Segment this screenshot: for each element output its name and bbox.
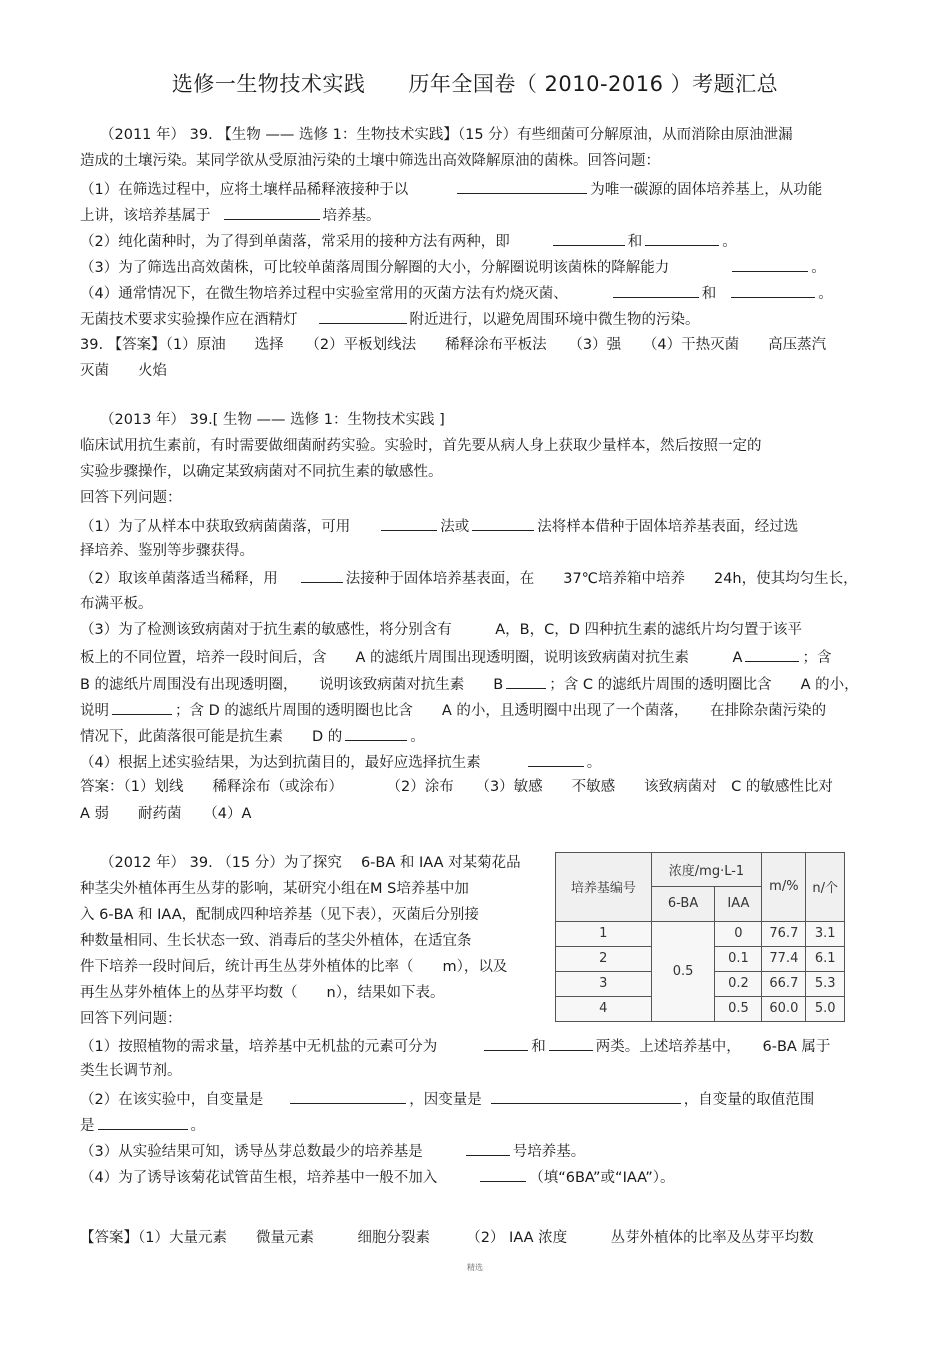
q2013-q1-or: 法或	[440, 519, 470, 535]
q2012-line-3: 入 6-BA 和 IAA，配制成四种培养基（见下表），灭菌后分别接	[80, 907, 479, 923]
cell-m: 66.7	[762, 971, 806, 996]
col-header-id: 培养基编号	[556, 853, 652, 922]
answer-blank[interactable]	[731, 282, 815, 298]
q2011-q4-text: （4）通常情况下，在微生物培养过程中实验室常用的灭菌方法有灼烧灭菌、	[80, 286, 568, 302]
q2011-q1-text-b: 为唯一碳源的固体培养基上，从功能	[590, 182, 823, 198]
q2011-q4-text-c: 附近进行，以避免周围环境中微生物的污染。	[409, 312, 700, 328]
answer-blank[interactable]	[290, 1088, 406, 1104]
q2013-line-9: （3）为了检测该致病菌对于抗生素的敏感性，将分别含有 A，B，C，D 四种抗生素的滤纸片均匀置于该平	[80, 622, 802, 638]
q2011-line-6	[80, 256, 826, 278]
q2012-line-13	[80, 1166, 675, 1188]
answer-blank[interactable]	[484, 1035, 528, 1051]
answer-blank[interactable]	[645, 230, 719, 246]
answer-blank[interactable]	[732, 256, 808, 272]
cell-n: 5.0	[806, 996, 845, 1021]
q2013-q3-text-e: 说明	[80, 703, 109, 719]
q2011-q1-text-d: 培养基。	[322, 208, 381, 224]
table-row	[556, 921, 845, 946]
q2012-q3-text-b: 号培养基。	[512, 1144, 586, 1160]
q2011-q1-text: （1）在筛选过程中，应将土壤样品稀释液接种于以	[80, 182, 409, 198]
answer-blank[interactable]	[472, 515, 534, 531]
q2013-line-2: 临床试用抗生素前，有时需要做细菌耐药实验。实验时，首先要从病人身上获取少量样本，然后按照一定的	[80, 438, 762, 454]
cell-m: 77.4	[762, 946, 806, 971]
q2011-line-8	[80, 308, 700, 330]
q2013-line-1: （2013 年） 39.[ 生物 —— 选修 1：生物技术实践 ]	[100, 412, 445, 428]
q2011-line-2: 造成的土壤污染。某同学欲从受原油污染的土壤中筛选出高效降解原油的菌株。回答问题：	[80, 153, 660, 169]
q2013-line-3: 实验步骤操作，以确定某致病菌对不同抗生素的敏感性。	[80, 464, 443, 480]
q2012-q2-end: 。	[190, 1118, 205, 1134]
cell-n: 6.1	[806, 946, 845, 971]
q2011-line-7	[80, 282, 833, 304]
results-table	[555, 852, 845, 1022]
cell-iaa: 0.2	[715, 971, 762, 996]
q2013-q4-end: 。	[586, 755, 602, 771]
q2011-q1-text-c: 上讲，该培养基属于	[80, 208, 211, 224]
q2012-q1-text-b: 两类。上述培养基中， 6-BA 属于	[595, 1039, 831, 1055]
q2011-line-1: （2011 年） 39. 【生物 —— 选修 1：生物技术实践】（15 分）有些细菌可分解原油，从而消除由原油泄漏	[100, 127, 793, 143]
q2013-line-11	[80, 673, 859, 695]
q2011-q2-end: 。	[722, 234, 737, 250]
q2013-q3-text: 板上的不同位置，培养一段时间后，含 A 的滤纸片周围出现透明圈，说明该致病菌对抗生素 A	[80, 650, 743, 666]
q2012-q4-text-b: （填“6BA”或“IAA”）。	[529, 1170, 675, 1186]
answer-blank[interactable]	[381, 515, 437, 531]
page-title: 选修一生物技术实践 历年全国卷（ 2010-2016 ）考题汇总	[171, 72, 779, 96]
q2013-line-10	[80, 646, 831, 668]
q2012-line-9: 类生长调节剂。	[80, 1063, 182, 1079]
q2012-q2-text-b: ，因变量是	[409, 1092, 482, 1108]
answer-blank[interactable]	[224, 204, 320, 220]
answer-blank[interactable]	[112, 699, 172, 715]
cell-6ba: 0.5	[651, 921, 715, 1022]
q2012-line-10	[80, 1088, 814, 1110]
answer-blank[interactable]	[98, 1114, 188, 1130]
q2011-q4-text-b: 无菌技术要求实验操作应在酒精灯	[80, 312, 298, 328]
cell-iaa: 0	[715, 921, 762, 946]
q2011-answer-line-2: 灭菌 火焰	[80, 363, 167, 379]
col-header-6ba: 6-BA	[651, 887, 715, 921]
q2013-line-4: 回答下列问题：	[80, 490, 182, 506]
answer-blank[interactable]	[745, 646, 799, 662]
q2012-line-2: 种茎尖外植体再生丛芽的影响，某研究小组在M S培养基中加	[80, 881, 469, 897]
cell-m: 76.7	[762, 921, 806, 946]
col-header-conc: 浓度/mg·L-1	[651, 853, 762, 887]
q2013-q2-text-b: 法接种于固体培养基表面，在 37℃培养箱中培养 24h，使其均匀生长，	[345, 571, 858, 587]
q2011-q4-and: 和	[701, 286, 717, 302]
q2012-line-5: 件下培养一段时间后，统计再生丛芽外植体的比率（ m），以及	[80, 959, 508, 975]
cell-iaa: 0.5	[715, 996, 762, 1021]
cell-id: 4	[556, 996, 652, 1021]
q2012-q2-text-c: ，自变量的取值范围	[683, 1092, 815, 1108]
q2013-line-12	[80, 699, 826, 721]
q2012-q1-text: （1）按照植物的需求量，培养基中无机盐的元素可分为	[80, 1039, 438, 1055]
q2011-line-5	[80, 230, 737, 252]
q2012-line-8	[80, 1035, 830, 1057]
q2013-q3-text-f: ；含 D 的滤纸片周围的透明圈也比含 A 的小，且透明圈中出现了一个菌落， 在排除杂菌污染的	[175, 703, 827, 719]
q2013-line-8: 布满平板。	[80, 596, 153, 612]
q2013-answer-line-1: 答案：（1）划线 稀释涂布（或涂布） （2）涂布 （3）敏感 不敏感 该致病菌对 C 的敏感性比对	[80, 779, 833, 795]
q2012-line-11	[80, 1114, 205, 1136]
q2012-line-12	[80, 1140, 585, 1162]
footer-label: 精选	[467, 1263, 483, 1272]
q2013-line-14	[80, 751, 601, 773]
q2013-q3-text-g: 情况下，此菌落很可能是抗生素 D 的	[80, 729, 343, 745]
answer-blank[interactable]	[528, 751, 584, 767]
answer-blank[interactable]	[345, 725, 407, 741]
q2013-q1-text: （1）为了从样本中获取致病菌菌落，可用	[80, 519, 351, 535]
q2011-q3-end: 。	[811, 260, 826, 276]
answer-blank[interactable]	[319, 308, 407, 324]
q2012-q2-text-d: 是	[80, 1118, 95, 1134]
answer-blank[interactable]	[301, 567, 343, 583]
q2013-answer-line-2: A 弱 耐药菌 （4）A	[80, 806, 252, 822]
q2013-q4-text: （4）根据上述实验结果，为达到抗菌目的，最好应选择抗生素	[80, 755, 481, 771]
answer-blank[interactable]	[613, 282, 699, 298]
q2012-line-6: 再生丛芽外植体上的丛芽平均数（ n），结果如下表。	[80, 985, 445, 1001]
answer-blank[interactable]	[549, 1035, 593, 1051]
q2013-line-5	[80, 515, 798, 537]
q2011-q2-and: 和	[627, 234, 643, 250]
cell-id: 3	[556, 971, 652, 996]
answer-blank[interactable]	[457, 178, 587, 194]
q2013-line-7	[80, 567, 858, 589]
q2013-q3-end: 。	[410, 729, 425, 745]
q2012-q4-text: （4）为了诱导该菊花试管苗生根，培养基中一般不加入	[80, 1170, 438, 1186]
q2011-answer-line-1: 39. 【答案】（1）原油 选择 （2）平板划线法 稀释涂布平板法 （3）强 （4）干热灭菌 高压蒸汽	[80, 337, 827, 353]
col-header-iaa: IAA	[715, 887, 762, 921]
answer-blank[interactable]	[491, 1088, 681, 1104]
cell-iaa: 0.1	[715, 946, 762, 971]
q2012-q1-and: 和	[531, 1039, 546, 1055]
q2011-q4-end: 。	[818, 286, 833, 302]
q2013-q1-text-b: 法将样本借种于固体培养基表面，经过选	[537, 519, 799, 535]
q2012-line-7: 回答下列问题：	[80, 1011, 182, 1027]
q2012-line-4: 种数量相同、生长状态一致、消毒后的茎尖外植体，在适宜条	[80, 933, 472, 949]
q2013-q2-text: （2）取该单菌落适当稀释，用	[80, 571, 278, 587]
q2013-q3-text-b: ；含	[802, 650, 832, 666]
cell-id: 1	[556, 921, 652, 946]
answer-blank[interactable]	[480, 1166, 526, 1182]
cell-m: 60.0	[762, 996, 806, 1021]
q2013-line-13	[80, 725, 425, 747]
answer-blank[interactable]	[553, 230, 625, 246]
q2013-q3-text-c: B 的滤纸片周围没有出现透明圈， 说明该致病菌对抗生素 B	[80, 677, 504, 693]
answer-blank[interactable]	[466, 1140, 510, 1156]
cell-n: 5.3	[806, 971, 845, 996]
col-header-m: m/%	[762, 853, 806, 922]
q2011-q2-text: （2）纯化菌种时，为了得到单菌落，常采用的接种方法有两种，即	[80, 234, 510, 250]
col-header-n: n/个	[806, 853, 845, 922]
cell-id: 2	[556, 946, 652, 971]
q2012-answer-line-1: 【答案】（1）大量元素 微量元素 细胞分裂素 （2） IAA 浓度 丛芽外植体的比率及丛芽平均数	[80, 1230, 814, 1246]
q2012-line-1: （2012 年） 39. （15 分）为了探究 6-BA 和 IAA 对某菊花品	[100, 855, 521, 871]
q2012-q3-text: （3）从实验结果可知，诱导丛芽总数最少的培养基是	[80, 1144, 423, 1160]
answer-blank[interactable]	[506, 673, 546, 689]
q2011-q3-text: （3）为了筛选出高效菌株，可比较单菌落周围分解圈的大小，分解圈说明该菌株的降解能力	[80, 260, 670, 276]
q2013-line-6: 择培养、鉴别等步骤获得。	[80, 543, 254, 559]
cell-n: 3.1	[806, 921, 845, 946]
q2013-q3-text-d: ；含 C 的滤纸片周围的透明圈比含 A 的小，	[549, 677, 859, 693]
q2011-line-4	[80, 204, 381, 226]
q2011-line-3	[80, 178, 822, 200]
q2012-q2-text: （2）在该实验中，自变量是	[80, 1092, 264, 1108]
